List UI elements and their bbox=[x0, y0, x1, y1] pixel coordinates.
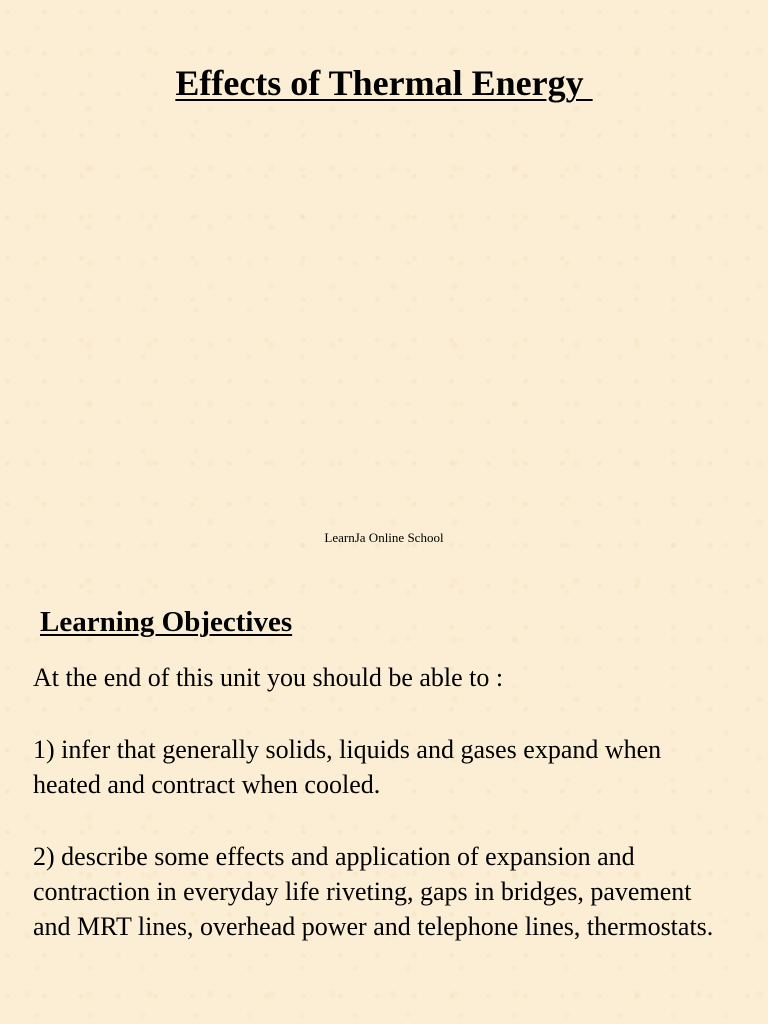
section-heading: Learning Objectives bbox=[40, 606, 293, 638]
objectives-body bbox=[33, 660, 733, 981]
objectives-slide bbox=[0, 576, 768, 1024]
objective-item: 2) describe some effects and application of expansion and contraction in everyday life riveting, gaps in bridges, pavement and MRT lines, overhead power and telephone lines, thermostats. bbox=[33, 842, 714, 941]
slide-title: Effects of Thermal Energy bbox=[175, 63, 593, 103]
slide-footer: LearnJa Online School bbox=[324, 530, 444, 545]
objective-item: 1) infer that generally solids, liquids and gases expand when heated and contract when cooled. bbox=[33, 735, 662, 799]
intro-text: At the end of this unit you should be able to : bbox=[33, 663, 504, 692]
